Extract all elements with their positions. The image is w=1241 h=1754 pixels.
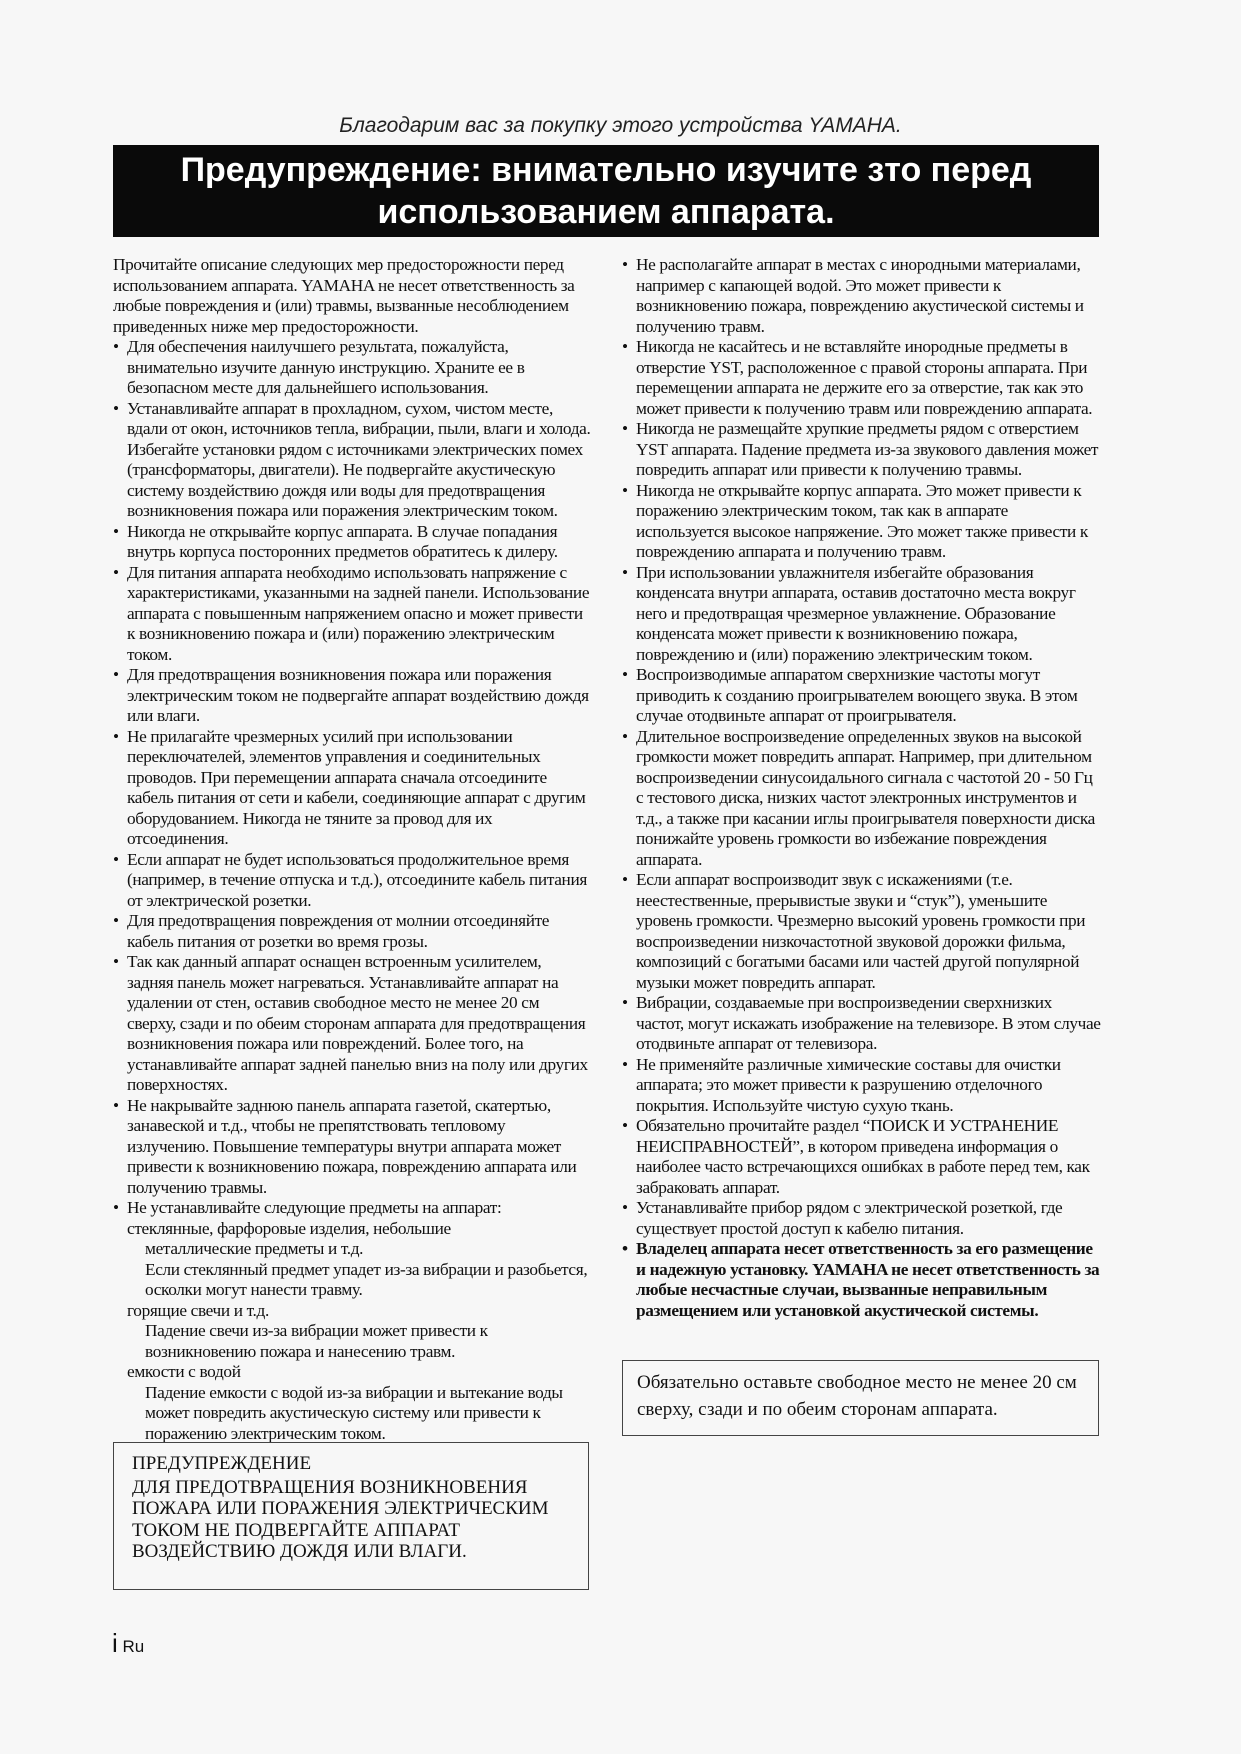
precaution-list-left bbox=[113, 337, 591, 1444]
list-item: • Для питания аппарата необходимо использовать напряжение с характеристиками, указанными на задней панели. Использование аппарата с повышенным напряжением опасно и может привести к возникновению пожара и (или) поражению электрическим током. bbox=[113, 563, 591, 666]
page-lang: Ru bbox=[122, 1637, 145, 1656]
banner-line-1: Предупреждение: внимательно изучите зто перед bbox=[180, 151, 1032, 189]
clearance-note-box: Обязательно оставьте свободное место не менее 20 см сверху, сзади и по обеим сторонам аппарата. bbox=[622, 1360, 1099, 1436]
sub-list bbox=[127, 1219, 591, 1445]
list-item: • Вибрации, создаваемые при воспроизведении сверхнизких частот, могут искажать изображение на телевизоре. В этом случае отодвиньте аппарат от телевизора. bbox=[622, 993, 1102, 1055]
list-item: • Устанавливайте прибор рядом с электрической розеткой, где существует простой доступ к кабелю питания. bbox=[622, 1198, 1102, 1239]
page-roman: i bbox=[112, 1628, 118, 1658]
precaution-list-right bbox=[622, 255, 1102, 1321]
intro-paragraph: Прочитайте описание следующих мер предосторожности перед использованием аппарата. YAMAHA не несет ответственность за любые повреждения и (или) травмы, вызванные несоблюдением приведенных ниже мер предосторожности. bbox=[113, 255, 575, 336]
list-item: • Для предотвращения повреждения от молнии отсоединяйте кабель питания от розетки во время грозы. bbox=[113, 911, 591, 952]
list-item: • Для обеспечения наилучшего результата, пожалуйста, внимательно изучите данную инструкцию. Храните ее в безопасном месте для дальнейшего использования. bbox=[113, 337, 591, 399]
list-item: • Никогда не касайтесь и не вставляйте инородные предметы в отверстие YST, расположенное с правой стороны аппарата. При перемещении аппарата не держите его за отверстие, так как это может привести к получению травм или повреждению аппарата. bbox=[622, 337, 1102, 419]
list-item: • Не располагайте аппарат в местах с инородными материалами, например с капающей водой. Это может привести к возникновению пожара, повреждению акустической системы и получению травм. bbox=[622, 255, 1102, 337]
list-item: • Устанавливайте аппарат в прохладном, сухом, чистом месте, вдали от окон, источников тепла, вибрации, пыли, влаги и холода. Избегайте установки рядом с источниками электрических помех (трансформаторы, двигатели). Не подвергайте акустическую систему воздействию дождя или воды для предотвращения возникновения пожара или поражения электрическим током. bbox=[113, 399, 591, 522]
sub-item-title: стеклянные, фарфоровые изделия, небольшие bbox=[127, 1218, 451, 1238]
sub-item-text: Если стеклянный предмет упадет из-за вибрации и разобьется, осколки могут нанести травму. bbox=[145, 1259, 588, 1299]
list-item: • Никогда не открывайте корпус аппарата. Это может привести к поражению электрическим током, так как в аппарате используется высокое напряжение. Это может также привести к повреждению аппарата и получению травм. bbox=[622, 481, 1102, 563]
right-column bbox=[622, 255, 1102, 1321]
list-item: • При использовании увлажнителя избегайте образования конденсата внутри аппарата, оставив достаточно места вокруг него и предотвращая чрезмерное увлажнение. Образование конденсата может привести к возникновению пожара, повреждению и (или) поражению электрическим током. bbox=[622, 563, 1102, 666]
list-item: • Не применяйте различные химические составы для очистки аппарата; это может привести к разрушению отделочного покрытия. Используйте чистую сухую ткань. bbox=[622, 1055, 1102, 1117]
list-item: • Если аппарат воспроизводит звук с искажениями (т.е. неестественные, прерывистые звуки и “стук”), уменьшите уровень громкости. Чрезмерно высокий уровень громкости при воспроизведении низкочастотной звуковой дорожки фильма, композиций с богатыми басами или частей другой популярной музыки может повредить аппарат. bbox=[622, 870, 1102, 993]
list-item: • Обязательно прочитайте раздел “ПОИСК И УСТРАНЕНИЕ НЕИСПРАВНОСТЕЙ”, в котором приведена информация о наиболее часто встречающихся ошибках в работе перед тем, как забраковать аппарат. bbox=[622, 1116, 1102, 1198]
list-item: • Никогда не размещайте хрупкие предметы рядом с отверстием YST аппарата. Падение предмета из-за звукового давления может повредить аппарат или привести к получению травмы. bbox=[622, 419, 1102, 481]
list-item: • Не прилагайте чрезмерных усилий при использовании переключателей, элементов управления и соединительных проводов. При перемещении аппарата сначала отсоедините кабель питания от сети и кабели, соединяющие аппарат с другим оборудованием. Никогда не тяните за провод для их отсоединения. bbox=[113, 727, 591, 850]
sub-item-title: горящие свечи и т.д. bbox=[127, 1300, 269, 1320]
owner-responsibility-item: • Владелец аппарата несет ответственность за его размещение и надежную установку. YAMAHA не несет ответственность за любые несчастные случаи, вызванные неправильным размещением или установкой акустической системы. bbox=[622, 1239, 1102, 1321]
list-item-text: Не устанавливайте следующие предметы на аппарат: bbox=[127, 1198, 502, 1217]
thanks-line: Благодарим вас за покупку этого устройства YAMAHA. bbox=[339, 114, 902, 137]
list-item: • Так как данный аппарат оснащен встроенным усилителем, задняя панель может нагреваться. Устанавливайте аппарат на удалении от стен, оставив свободное место не менее 20 см сверху, сзади и по обеим сторонам аппарата для предотвращения возникновения пожара или повреждений. Более того, на устанавливайте аппарат задней панелью вниз на полу или других поверхностях. bbox=[113, 952, 591, 1096]
sub-item-text: Падение емкости с водой из-за вибрации и вытекание воды может повредить акустическую систему или привести к поражению электрическим током. bbox=[145, 1382, 563, 1443]
sub-item-title: емкости с водой bbox=[127, 1362, 241, 1381]
banner-line-2: использованием аппарата. bbox=[377, 193, 835, 231]
list-item bbox=[113, 1198, 591, 1444]
list-item: • Для предотвращения возникновения пожара или поражения электрическим током не подвергайте аппарат воздействию дождя или влаги. bbox=[113, 665, 591, 727]
list-item: • Никогда не открывайте корпус аппарата. В случае попадания внутрь корпуса посторонних предметов обратитесь к дилеру. bbox=[113, 522, 591, 563]
sub-item-title-cont: металлические предметы и т.д. bbox=[145, 1239, 364, 1258]
warning-box bbox=[113, 1442, 589, 1590]
list-item: • Воспроизводимые аппаратом сверхнизкие частоты могут приводить к созданию проигрывателем воющего звука. В этом случае отодвиньте аппарат от проигрывателя. bbox=[622, 665, 1102, 727]
warning-box-text: ДЛЯ ПРЕДОТВРАЩЕНИЯ ВОЗНИКНОВЕНИЯ ПОЖАРА ИЛИ ПОРАЖЕНИЯ ЭЛЕКТРИЧЕСКИМ ТОКОМ НЕ ПОДВЕРГАЙТЕ АППАРАТ ВОЗДЕЙСТВИЮ ДОЖДЯ ИЛИ ВЛАГИ. bbox=[132, 1476, 549, 1562]
page-number bbox=[112, 1628, 144, 1659]
list-item: • Не накрывайте заднюю панель аппарата газетой, скатертью, занавеской и т.д., чтобы не препятствовать тепловому излучению. Повышение температуры внутри аппарата может привести к возникновению пожара, повреждению аппарата или получению травмы. bbox=[113, 1096, 591, 1199]
warning-banner bbox=[113, 145, 1099, 237]
warning-box-title: ПРЕДУПРЕЖДЕНИЕ bbox=[132, 1453, 312, 1474]
sub-item-text: Падение свечи из-за вибрации может привести к возникновению пожара и нанесению травм. bbox=[145, 1321, 488, 1361]
list-item: • Если аппарат не будет использоваться продолжительное время (например, в течение отпуска и т.д.), отсоедините кабель питания от электрической розетки. bbox=[113, 850, 591, 912]
left-column bbox=[113, 255, 591, 1444]
list-item: • Длительное воспроизведение определенных звуков на высокой громкости может повредить аппарат. Например, при длительном воспроизведении синусоидального сигнала с частотой 20 - 50 Гц с тестового диска, низких частот электронных инструментов и т.д., а также при касании иглы проигрывателя поверхности диска понижайте уровень громкости во избежание повреждения аппарата. bbox=[622, 727, 1102, 871]
